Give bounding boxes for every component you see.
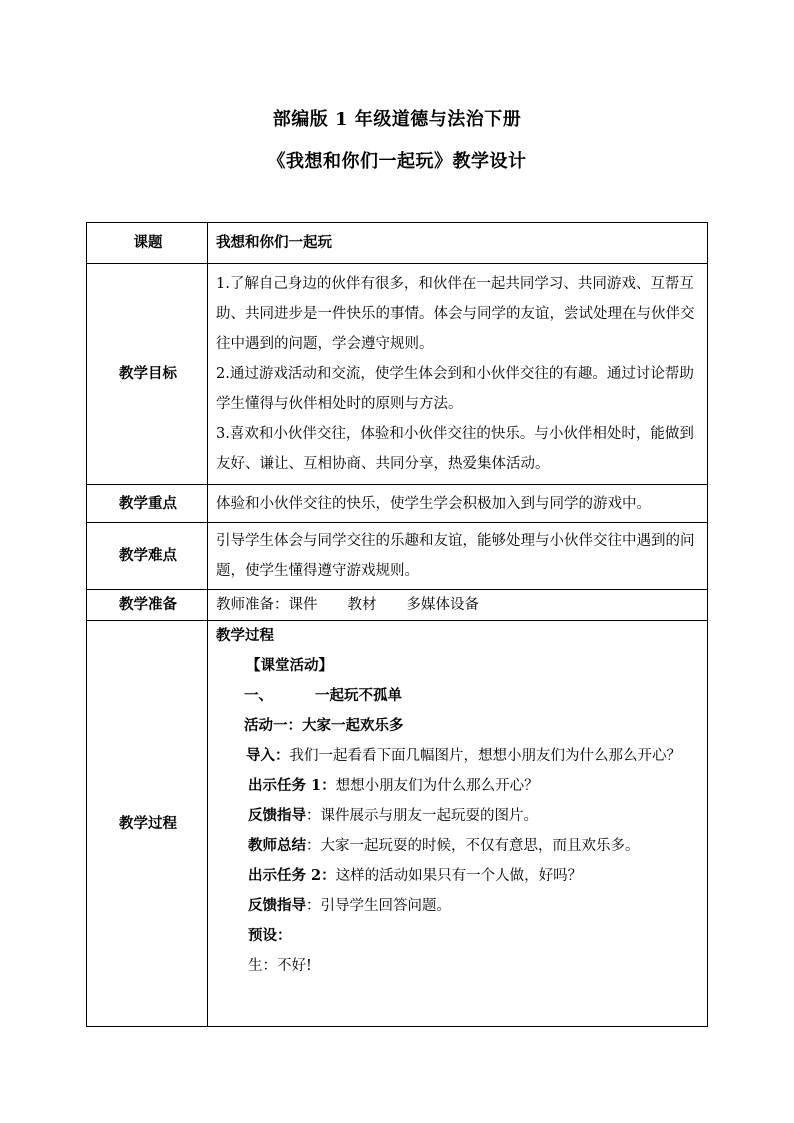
process-task2: 出示任务 2：这样的活动如果只有一个人做，好吗？	[248, 867, 583, 884]
process-preset: 预设：	[248, 927, 292, 944]
preparation-prefix: 教师准备：课件	[216, 597, 318, 613]
table-row-process	[87, 621, 708, 1027]
preparation-item: 教材	[347, 597, 377, 613]
table-row-difficulties	[87, 523, 708, 590]
process-feedback2: 反馈指导：引导学生回答问题。	[248, 897, 451, 914]
objective-item: 3.喜欢和小伙伴交往，体验和小伙伴交往的快乐。与小伙伴相处时，能做到友好、谦让、互相协商、共同分享，热爱集体活动。	[216, 426, 694, 472]
table-row-preparation	[87, 590, 708, 621]
table-row-topic	[87, 223, 708, 264]
process-section-title: 【课堂活动】	[246, 657, 333, 674]
process-summary: 教师总结：大家一起玩耍的时候，不仅有意思，而且欢乐多。	[248, 837, 640, 854]
lesson-plan-table	[86, 222, 708, 1027]
process-task1: 出示任务 1：想想小朋友们为什么那么开心？	[248, 777, 539, 794]
process-activity-title: 活动一：大家一起欢乐多	[244, 717, 404, 734]
key-points-label: 教学重点	[87, 485, 208, 523]
objective-item: 2.通过游戏活动和交流，使学生体会到和小伙伴交往的有趣。通过讨论帮助学生懂得与伙伴相处时的原则与方法。	[216, 366, 694, 412]
preparation-item: 多媒体设备	[406, 597, 479, 613]
objective-item: 1.了解自己身边的伙伴有很多，和伙伴在一起共同学习、共同游戏、互帮互助、共同进步是一件快乐的事情。体会与同学的友谊，尝试处理在与伙伴交往中遇到的问题，学会遵守规则。	[216, 276, 695, 352]
difficulties-label: 教学难点	[87, 523, 208, 590]
document-title-line1: 部编版 1 年级道德与法治下册	[272, 109, 522, 130]
table-row-key-points	[87, 485, 708, 523]
process-feedback1: 反馈指导：课件展示与朋友一起玩耍的图片。	[248, 807, 538, 824]
topic-value: 我想和你们一起玩	[208, 223, 708, 264]
process-intro: 导入：我们一起看看下面几幅图片，想想小朋友们为什么那么开心？	[246, 747, 681, 764]
objectives-label: 教学目标	[87, 264, 208, 485]
document-title-line2: 《我想和你们一起玩》教学设计	[267, 151, 527, 172]
process-content	[208, 621, 708, 1027]
process-label: 教学过程	[87, 621, 208, 1027]
topic-label: 课题	[87, 223, 208, 264]
preparation-value	[208, 590, 708, 621]
preparation-label: 教学准备	[87, 590, 208, 621]
key-points-value: 体验和小伙伴交往的快乐，使学生学会积极加入到与同学的游戏中。	[208, 485, 708, 523]
table-row-objectives	[87, 264, 708, 485]
process-heading: 教学过程	[216, 627, 274, 644]
objectives-content	[208, 264, 708, 485]
process-student-line: 生：不好!	[248, 958, 312, 974]
process-part-title: 一、 一起玩不孤单	[244, 687, 402, 704]
difficulties-value: 引导学生体会与同学交往的乐趣和友谊，能够处理与小伙伴交往中遇到的问题，使学生懂得遵守游戏规则。	[208, 523, 708, 590]
